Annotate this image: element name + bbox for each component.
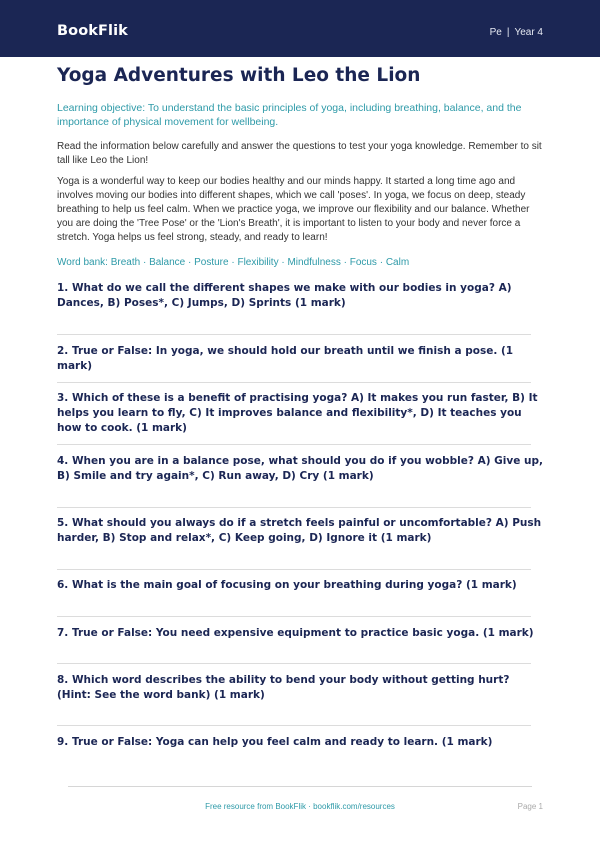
answer-line [57, 569, 531, 570]
answer-line [57, 725, 531, 726]
footer-divider [68, 786, 532, 787]
question-text: 5. What should you always do if a stretch feels painful or uncomfortable? A) Push harder, B) Stop and relax*, C) Keep going, D) Ignore it (1 mark) [57, 517, 542, 544]
worksheet-intro [57, 64, 543, 270]
meta-separator: | [506, 27, 510, 38]
question-item [57, 578, 543, 593]
page-header [0, 0, 600, 57]
question-text: 3. Which of these is a benefit of practising yoga? A) It makes you run faster, B) It helps you learn to fly, C) It improves balance and flexibility*, D) It teaches you how to cook. (1 mark) [57, 392, 538, 434]
year-label: Year 4 [514, 27, 543, 38]
footer-credit: Free resource from BookFlik · bookflik.com/resources [205, 802, 395, 811]
question-item [57, 626, 543, 641]
question-text: 4. When you are in a balance pose, what should you do if you wobble? A) Give up, B) Smile and try again*, C) Run away, D) Cry (1 mark) [57, 455, 543, 482]
question-text: 9. True or False: Yoga can help you feel calm and ready to learn. (1 mark) [57, 736, 493, 748]
answer-line [57, 382, 531, 383]
question-text: 2. True or False: In yoga, we should hold our breath until we finish a pose. (1 mark) [57, 345, 514, 372]
question-item [57, 281, 543, 311]
answer-line [57, 507, 531, 508]
question-item [57, 735, 543, 750]
subject-year-label [490, 27, 543, 38]
answer-line [57, 616, 531, 617]
answer-line [57, 444, 531, 445]
answer-line [57, 334, 531, 335]
question-text: 1. What do we call the different shapes we make with our bodies in yoga? A) Dances, B) Poses*, C) Jumps, D) Sprints (1 mark) [57, 282, 512, 309]
brand-logo-text: BookFlik [57, 23, 128, 39]
answer-line [57, 663, 531, 664]
instructions-text: Read the information below carefully and answer the questions to test your yoga knowledge. Remember to sit tall like Leo the Lion! [57, 141, 542, 166]
reading-passage: Yoga is a wonderful way to keep our bodies healthy and our minds happy. It started a long time ago and involves moving our bodies into different shapes, which we call 'poses'. In yoga, we focus on deep, steady breathing to help us feel calm. When we practice yoga, we improve our flexibility and our balance. Whether you are doing the 'Tree Pose' or the 'Lion's Breath', it is important to listen to your body and never force a stretch. Yoga helps us feel strong, steady, and ready to learn! [57, 176, 530, 243]
question-item [57, 454, 543, 484]
page-number: Page 1 [517, 802, 543, 811]
question-item [57, 516, 543, 546]
question-item [57, 673, 543, 703]
word-bank: Word bank: Breath · Balance · Posture · Flexibility · Mindfulness · Focus · Calm [57, 257, 410, 268]
question-text: 8. Which word describes the ability to bend your body without getting hurt? (Hint: See the word bank) (1 mark) [57, 674, 510, 701]
page-title: Yoga Adventures with Leo the Lion [57, 65, 421, 86]
question-item [57, 344, 543, 374]
question-item [57, 391, 543, 436]
subject-label: Pe [489, 27, 502, 38]
question-text: 7. True or False: You need expensive equipment to practice basic yoga. (1 mark) [57, 627, 534, 639]
question-text: 6. What is the main goal of focusing on your breathing during yoga? (1 mark) [57, 579, 517, 591]
learning-objective: Learning objective: To understand the basic principles of yoga, including breathing, balance, and the importance of physical movement for wellbeing. [57, 102, 522, 128]
